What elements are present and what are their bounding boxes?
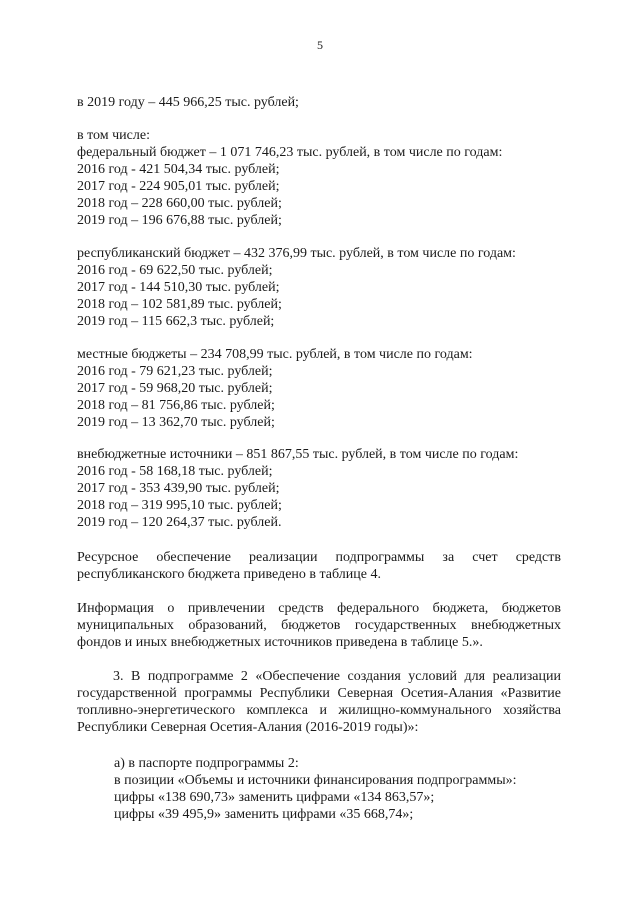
- text-line: 2016 год - 58 168,18 тыс. рублей;: [77, 464, 273, 479]
- text-line: в том числе:: [77, 128, 150, 143]
- text-line: 2018 год – 102 581,89 тыс. рублей;: [77, 297, 282, 312]
- text-line: 2017 год - 353 439,90 тыс. рублей;: [77, 481, 280, 496]
- text-line: 2018 год – 319 995,10 тыс. рублей;: [77, 498, 282, 513]
- text-line: 2019 год – 120 264,37 тыс. рублей.: [77, 515, 282, 530]
- text-line: 2016 год - 421 504,34 тыс. рублей;: [77, 162, 280, 177]
- paragraph-line: Республики Северная Осетия-Алания (2016-2019 годы)»:: [77, 720, 419, 735]
- paragraph-line: топливно-энергетического комплекса и жилищно-коммунального хозяйства: [77, 703, 561, 718]
- text-line: в 2019 году – 445 966,25 тыс. рублей;: [77, 95, 299, 110]
- paragraph-line: Информация о привлечении средств федерального бюджета, бюджетов: [77, 601, 561, 616]
- text-line: а) в паспорте подпрограммы 2:: [114, 756, 299, 771]
- text-line: 2016 год - 79 621,23 тыс. рублей;: [77, 364, 273, 379]
- text-line: местные бюджеты – 234 708,99 тыс. рублей, в том числе по годам:: [77, 347, 473, 362]
- paragraph-line: государственной программы Республики Северная Осетия-Алания «Развитие: [77, 686, 561, 701]
- text-line: 2017 год - 59 968,20 тыс. рублей;: [77, 381, 273, 396]
- text-line: цифры «39 495,9» заменить цифрами «35 668,74»;: [114, 807, 414, 822]
- text-line: 2017 год - 224 905,01 тыс. рублей;: [77, 179, 280, 194]
- paragraph-line: муниципальных образований, бюджетов государственных внебюджетных: [77, 618, 561, 633]
- text-line: цифры «138 690,73» заменить цифрами «134 863,57»;: [114, 790, 435, 805]
- text-line: 2018 год – 228 660,00 тыс. рублей;: [77, 196, 282, 211]
- text-line: 2019 год – 13 362,70 тыс. рублей;: [77, 415, 275, 430]
- paragraph-line: фондов и иных внебюджетных источников приведена в таблице 5.».: [77, 635, 483, 650]
- text-line: федеральный бюджет – 1 071 746,23 тыс. рублей, в том числе по годам:: [77, 145, 503, 160]
- text-line: в позиции «Объемы и источники финансирования подпрограммы»:: [114, 773, 517, 788]
- text-line: 2016 год - 69 622,50 тыс. рублей;: [77, 263, 273, 278]
- text-line: 2019 год – 115 662,3 тыс. рублей;: [77, 314, 275, 329]
- text-line: республиканский бюджет – 432 376,99 тыс. рублей, в том числе по годам:: [77, 246, 516, 261]
- page-number: 5: [317, 38, 323, 52]
- text-line: 2019 год – 196 676,88 тыс. рублей;: [77, 213, 282, 228]
- paragraph-line: республиканского бюджета приведено в таблице 4.: [77, 567, 381, 582]
- paragraph-line: 3. В подпрограмме 2 «Обеспечение создания условий для реализации: [113, 669, 561, 684]
- text-line: 2018 год – 81 756,86 тыс. рублей;: [77, 398, 275, 413]
- paragraph-line: Ресурсное обеспечение реализации подпрограммы за счет средств: [77, 550, 561, 565]
- text-line: 2017 год - 144 510,30 тыс. рублей;: [77, 280, 280, 295]
- text-line: внебюджетные источники – 851 867,55 тыс. рублей, в том числе по годам:: [77, 447, 519, 462]
